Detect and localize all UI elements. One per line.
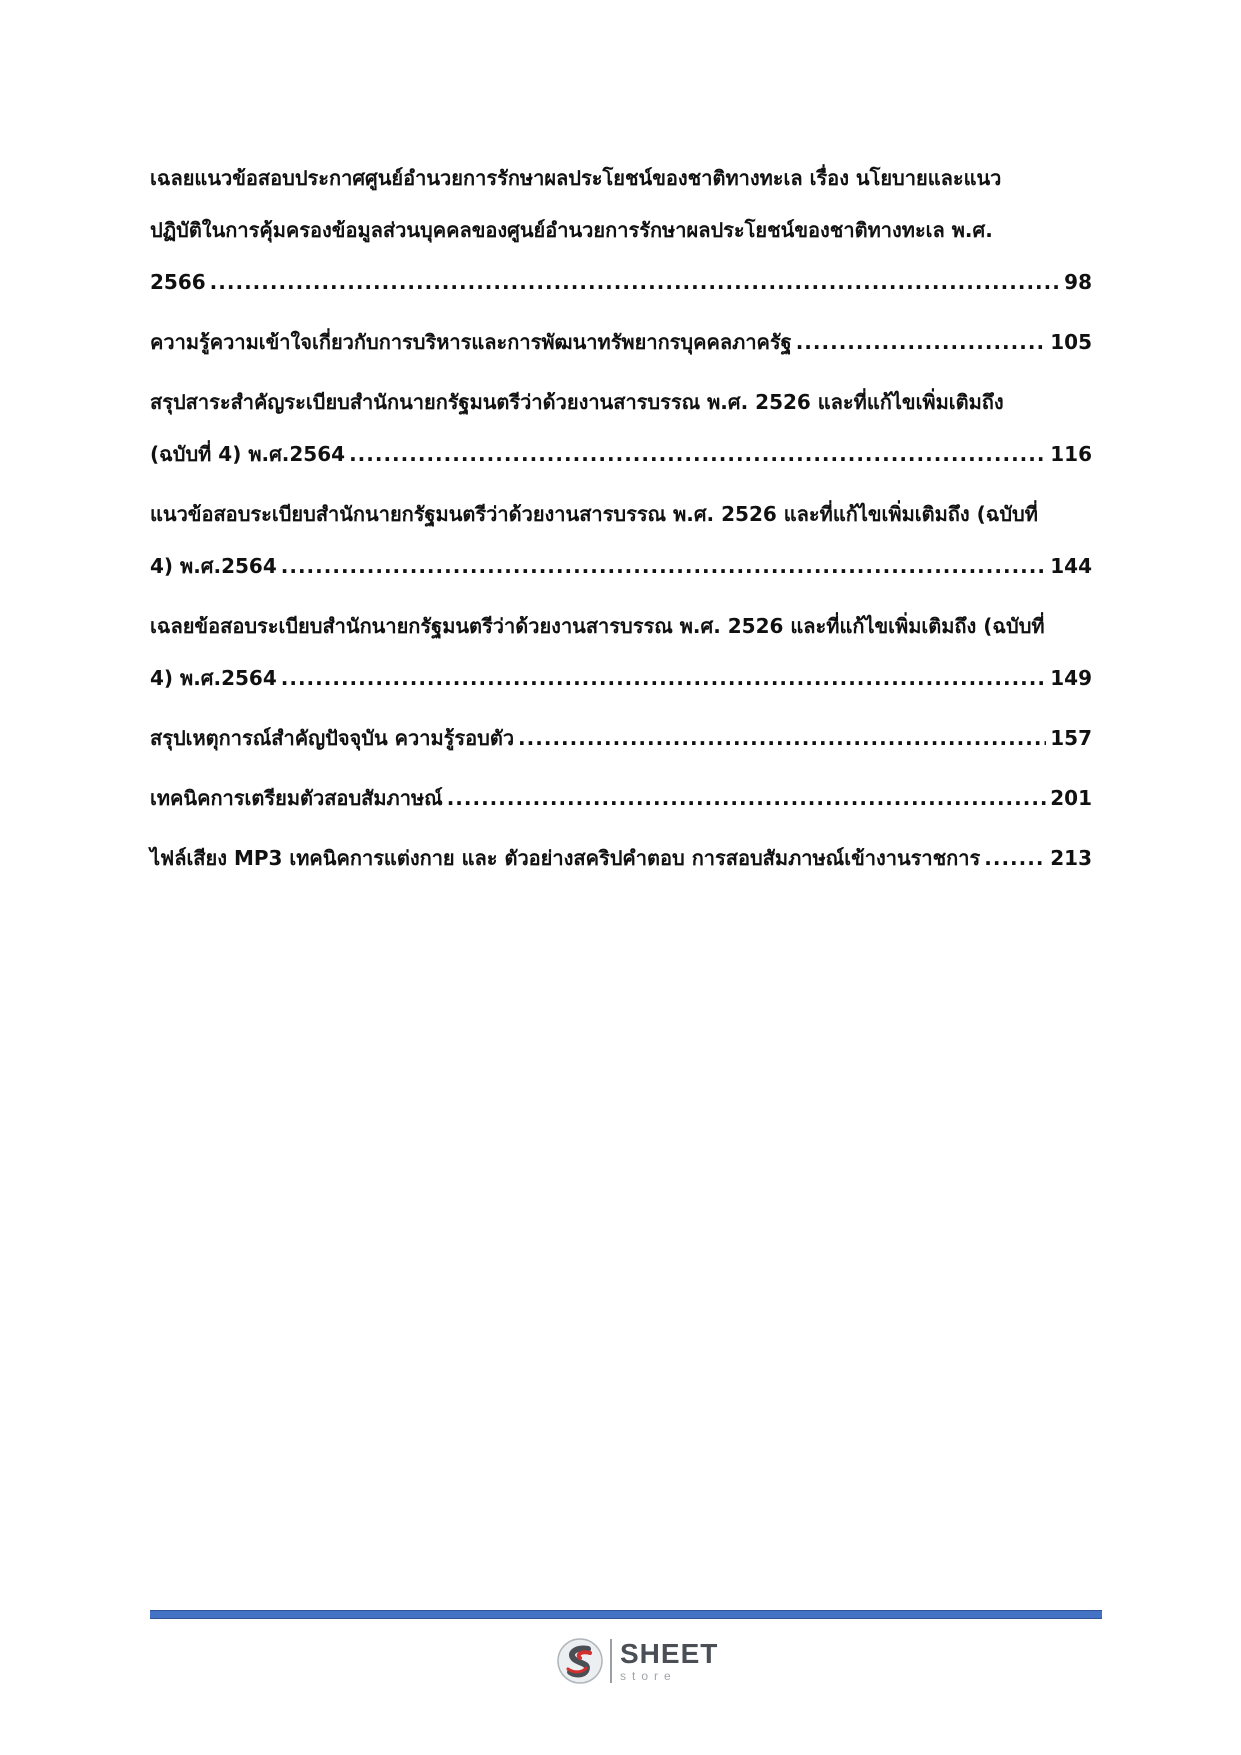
toc-page-number: 213 xyxy=(1050,846,1092,870)
toc-page-number: 201 xyxy=(1050,786,1092,810)
toc-dot-leader xyxy=(281,652,1046,704)
toc-entry[interactable] xyxy=(150,712,1092,764)
toc-entry-last-line xyxy=(150,772,1092,824)
toc-page-number: 105 xyxy=(1050,330,1092,354)
toc-page-number: 149 xyxy=(1050,666,1092,690)
toc-entry-text-line: (ฉบับที่ 4) พ.ศ.2564 xyxy=(150,442,346,466)
toc-entry-text-line: สรุปสาระสำคัญระเบียบสำนักนายกรัฐมนตรีว่าด้วยงานสารบรรณ พ.ศ. 2526 และที่แก้ไขเพิ่มเติมถึง xyxy=(150,390,1004,414)
toc-dot-leader xyxy=(210,256,1060,308)
toc-entry-text-line: เทคนิคการเตรียมตัวสอบสัมภาษณ์ xyxy=(150,786,443,810)
toc-entry[interactable] xyxy=(150,488,1092,592)
toc-entry-last-line xyxy=(150,540,1092,592)
toc-dot-leader xyxy=(281,540,1046,592)
toc-entry[interactable] xyxy=(150,316,1092,368)
toc-entry-text-line: ความรู้ความเข้าใจเกี่ยวกับการบริหารและการพัฒนาทรัพยากรบุคคลภาครัฐ xyxy=(150,330,792,354)
toc-entry-text-line: ปฏิบัติในการคุ้มครองข้อมูลส่วนบุคคลของศูนย์อำนวยการรักษาผลประโยชน์ของชาติทางทะเล พ.ศ. xyxy=(150,218,993,242)
logo-divider xyxy=(610,1639,612,1683)
table-of-contents xyxy=(150,152,1092,892)
toc-entry-text-line: 4) พ.ศ.2564 xyxy=(150,666,277,690)
toc-entry-text-line: 4) พ.ศ.2564 xyxy=(150,554,277,578)
toc-entry-text-line: 2566 xyxy=(150,270,206,294)
toc-entry[interactable] xyxy=(150,376,1092,480)
toc-entry[interactable] xyxy=(150,832,1092,884)
toc-entry-last-line xyxy=(150,256,1092,308)
toc-dot-leader xyxy=(984,832,1046,884)
toc-dot-leader xyxy=(518,712,1046,764)
toc-entry-text-line: แนวข้อสอบระเบียบสำนักนายกรัฐมนตรีว่าด้วยงานสารบรรณ พ.ศ. 2526 และที่แก้ไขเพิ่มเติมถึง (ฉบับที่ xyxy=(150,502,1038,526)
toc-dot-leader xyxy=(796,316,1047,368)
toc-entry-last-line xyxy=(150,832,1092,884)
footer-logo xyxy=(556,1634,718,1688)
footer-divider xyxy=(150,1610,1102,1619)
toc-page-number: 116 xyxy=(1050,442,1092,466)
logo-subtitle: store xyxy=(620,1669,677,1683)
logo-word: SHEET xyxy=(620,1638,719,1669)
toc-entry-text-line: เฉลยข้อสอบระเบียบสำนักนายกรัฐมนตรีว่าด้วยงานสารบรรณ พ.ศ. 2526 และที่แก้ไขเพิ่มเติมถึง (ฉบับที่ xyxy=(150,614,1045,638)
sheet-store-logo-icon xyxy=(556,1637,604,1685)
toc-entry-text-line: เฉลยแนวข้อสอบประกาศศูนย์อำนวยการรักษาผลประโยชน์ของชาติทางทะเล เรื่อง นโยบายและแนว xyxy=(150,166,1002,190)
toc-entry-last-line xyxy=(150,712,1092,764)
toc-entry-text-line: ไฟล์เสียง MP3 เทคนิคการแต่งกาย และ ตัวอย่างสคริปคำตอบ การสอบสัมภาษณ์เข้างานราชการ xyxy=(150,846,981,870)
toc-entry-last-line xyxy=(150,428,1092,480)
toc-dot-leader xyxy=(447,772,1047,824)
toc-entry-last-line xyxy=(150,316,1092,368)
toc-page-number: 157 xyxy=(1050,726,1092,750)
toc-entry[interactable] xyxy=(150,152,1092,308)
toc-page-number: 144 xyxy=(1050,554,1092,578)
logo-wordmark xyxy=(620,1640,718,1682)
toc-entry-text-line: สรุปเหตุการณ์สำคัญปัจจุบัน ความรู้รอบตัว xyxy=(150,726,515,750)
toc-page-number: 98 xyxy=(1064,270,1092,294)
toc-entry[interactable] xyxy=(150,600,1092,704)
toc-dot-leader xyxy=(349,428,1046,480)
toc-entry-last-line xyxy=(150,652,1092,704)
toc-entry[interactable] xyxy=(150,772,1092,824)
